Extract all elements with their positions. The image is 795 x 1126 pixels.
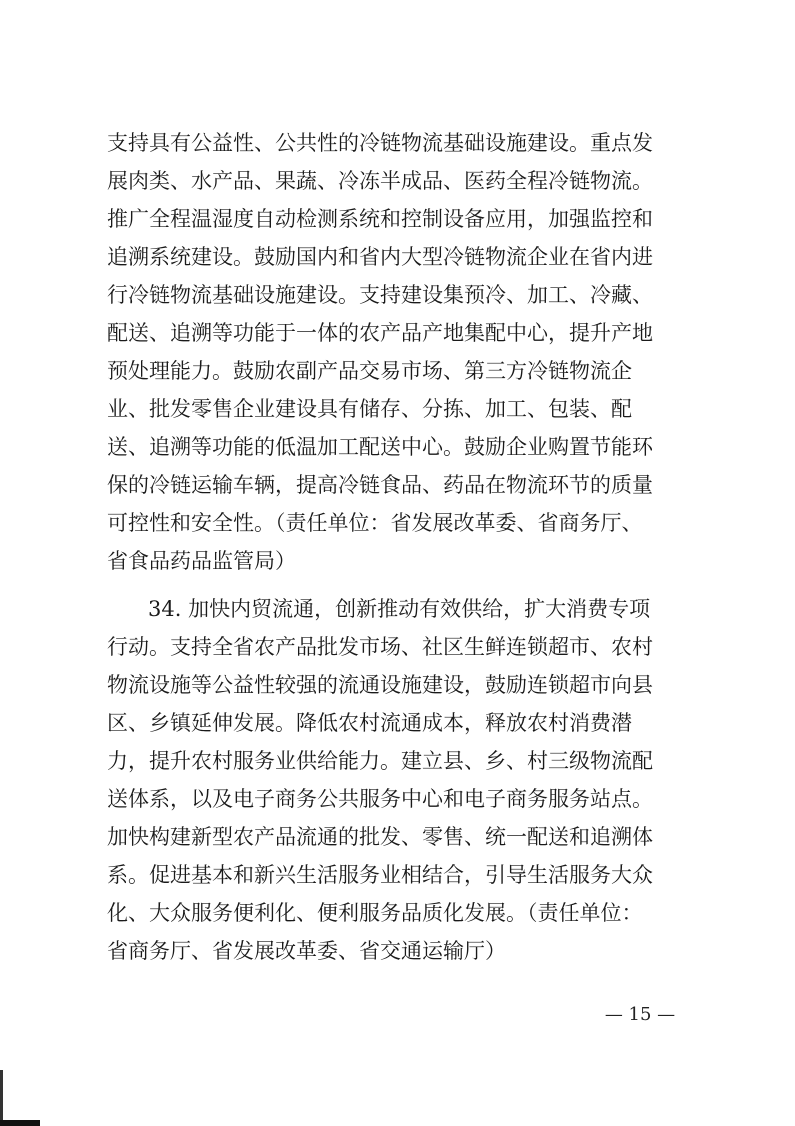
- section-34-heading-line: 34. 加快内贸流通，创新推动有效供给，扩大消费专项: [148, 597, 651, 621]
- paragraph-line: 送体系，以及电子商务公共服务中心和电子商务服务站点。: [107, 787, 653, 811]
- scan-edge-shadow: [0, 1120, 40, 1126]
- paragraph-line: 系。促进基本和新兴生活服务业相结合，引导生活服务大众: [107, 863, 653, 887]
- paragraph-line: 送、追溯等功能的低温加工配送中心。鼓励企业购置节能环: [107, 435, 653, 459]
- page-number: — 15 —: [604, 1004, 676, 1025]
- paragraph-line: 省商务厅、省发展改革委、省交通运输厅）: [107, 939, 506, 963]
- paragraph-line: 化、大众服务便利化、便利服务品质化发展。（责任单位：: [107, 901, 643, 925]
- paragraph-line: 展肉类、水产品、果蔬、冷冻半成品、医药全程冷链物流。: [107, 169, 653, 193]
- paragraph-line: 行冷链物流基础设施建设。支持建设集预冷、加工、冷藏、: [107, 283, 653, 307]
- paragraph-line: 行动。支持全省农产品批发市场、社区生鲜连锁超市、农村: [107, 635, 653, 659]
- paragraph-line: 力，提升农村服务业供给能力。建立县、乡、村三级物流配: [107, 749, 653, 773]
- paragraph-line: 省食品药品监管局）: [107, 549, 296, 573]
- paragraph-line: 物流设施等公益性较强的流通设施建设，鼓励连锁超市向县: [107, 673, 653, 697]
- paragraph-line: 业、批发零售企业建设具有储存、分拣、加工、包装、配: [107, 397, 632, 421]
- paragraph-line: 区、乡镇延伸发展。降低农村流通成本，释放农村消费潜: [107, 711, 632, 735]
- paragraph-line: 推广全程温湿度自动检测系统和控制设备应用，加强监控和: [107, 207, 653, 231]
- paragraph-line: 预处理能力。鼓励农副产品交易市场、第三方冷链物流企: [107, 359, 632, 383]
- paragraph-line: 配送、追溯等功能于一体的农产品产地集配中心，提升产地: [107, 321, 653, 345]
- paragraph-line: 加快构建新型农产品流通的批发、零售、统一配送和追溯体: [107, 825, 653, 849]
- paragraph-line: 支持具有公益性、公共性的冷链物流基础设施建设。重点发: [107, 131, 653, 155]
- scan-edge-shadow: [0, 1070, 3, 1126]
- paragraph-line: 保的冷链运输车辆，提高冷链食品、药品在物流环节的质量: [107, 473, 653, 497]
- paragraph-line: 追溯系统建设。鼓励国内和省内大型冷链物流企业在省内进: [107, 245, 653, 269]
- paragraph-line: 可控性和安全性。（责任单位：省发展改革委、省商务厅、: [107, 511, 643, 535]
